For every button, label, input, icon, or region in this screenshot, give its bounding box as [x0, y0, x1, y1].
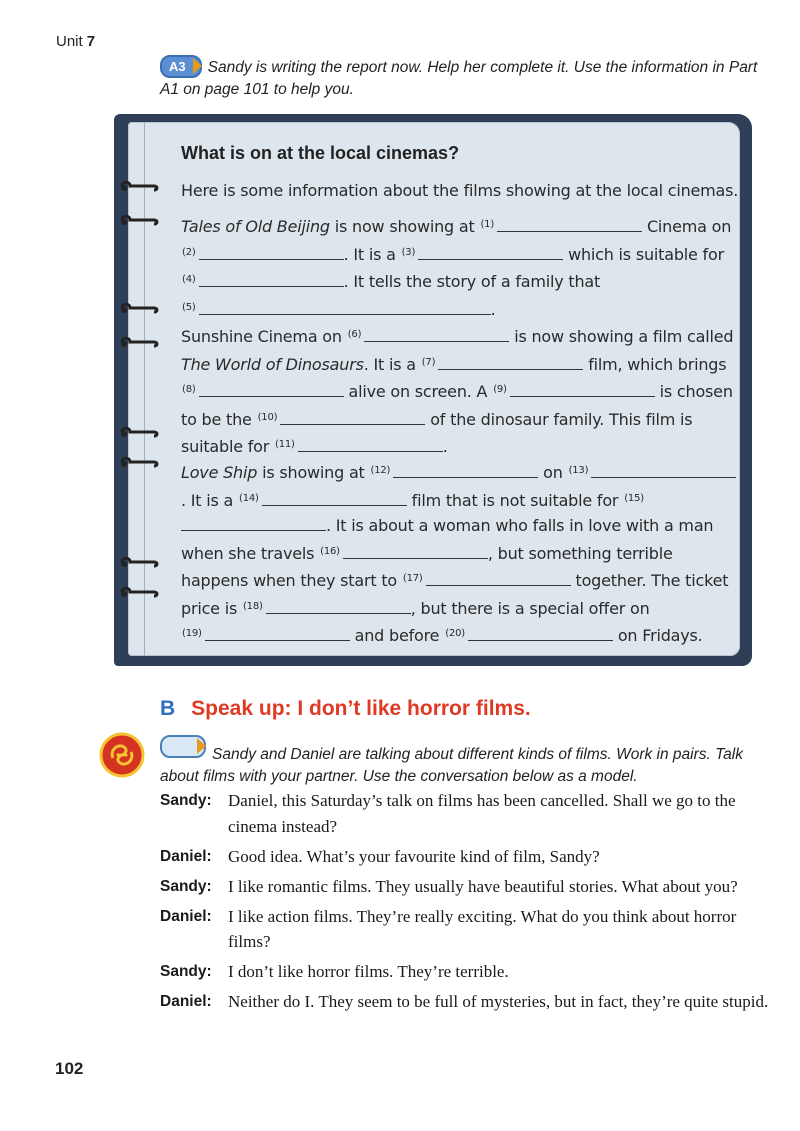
speaker: Daniel: [160, 907, 212, 925]
blank-number: (13) [568, 465, 589, 476]
dialogue [160, 788, 770, 1019]
utterance: Neither do I. They seem to be full of mysteries, but in fact, they’re quite stupid. [228, 992, 769, 1011]
blank-12[interactable] [393, 463, 538, 478]
text: . [442, 437, 448, 456]
text: . It is a [363, 354, 416, 374]
speaker: Daniel: [160, 847, 212, 865]
film-title: Love Ship [181, 463, 258, 482]
blank-number: (16) [320, 545, 340, 557]
blank-number: (20) [445, 628, 465, 639]
a3-badge: A3 [160, 55, 202, 78]
blank-1[interactable] [497, 217, 642, 232]
ring-icon [118, 302, 160, 314]
dialogue-line [160, 989, 770, 1015]
blank-number: (3) [401, 246, 416, 258]
text: is showing at [262, 463, 365, 482]
text: . It is about a woman who falls in love with a man when she travels [181, 516, 714, 563]
blank-number: (5) [182, 301, 196, 313]
blank-number: (11) [275, 439, 295, 450]
utterance: I like action films. They’re really exciting. What do you think about horror films? [228, 906, 737, 951]
section-b-heading [160, 697, 531, 721]
blank-16[interactable] [343, 544, 488, 559]
margin-line [144, 122, 145, 656]
notebook-intro: Here is some information about the films showing at the local cinemas. [181, 181, 739, 200]
utterance: Daniel, this Saturday’s talk on films has been cancelled. Shall we go to the cinema instead? [228, 791, 736, 836]
blank-7[interactable] [438, 355, 583, 370]
speak-up-icon [99, 732, 145, 778]
blank-20[interactable] [468, 626, 613, 641]
blank-8[interactable] [199, 382, 344, 397]
blank-11[interactable] [298, 437, 443, 452]
blank-10[interactable] [280, 410, 425, 425]
blank-number: (6) [347, 329, 362, 340]
text: , but there is a special offer on [410, 598, 650, 618]
ring-icon [118, 214, 160, 226]
unit-number: 7 [86, 33, 96, 50]
paragraph-love-ship [181, 458, 741, 649]
unit-label [56, 33, 95, 50]
blank-number: (19) [182, 628, 202, 639]
text: and before [354, 626, 440, 645]
notebook-title: What is on at the local cinemas? [181, 143, 460, 163]
ring-icon [118, 556, 160, 568]
paragraph-world-of-dinosaurs [181, 322, 741, 460]
blank-9[interactable] [510, 382, 655, 397]
blank-number: (2) [182, 246, 196, 258]
blank-number: (10) [257, 411, 278, 423]
text: Cinema on [646, 217, 732, 236]
text: on Fridays. [617, 626, 703, 645]
blank-number: (7) [421, 356, 436, 368]
blank-17[interactable] [426, 571, 571, 586]
text: of the dinosaur family. This film is suitable for [181, 409, 693, 456]
blank-6[interactable] [364, 327, 509, 342]
blank-15[interactable] [181, 516, 326, 531]
text: alive on screen. A [348, 382, 488, 401]
blank-5[interactable] [199, 300, 491, 315]
text: together. The ticket price is [181, 571, 729, 618]
ring-icon [118, 336, 160, 348]
section-title: Speak up: I don’t like horror films. [191, 697, 531, 720]
blank-number: (15) [624, 492, 644, 504]
speaker: Sandy: [160, 792, 212, 809]
unit-label-text: Unit [56, 33, 83, 50]
blank-number: (1) [480, 219, 495, 230]
blank-4[interactable] [199, 272, 344, 287]
section-b-instruction-text: Sandy and Daniel are talking about different kinds of films. Work in pairs. Talk about films with your partner. Use the conversation below as a model. [160, 746, 743, 785]
paragraph-tales-of-old-beijing [181, 212, 741, 322]
film-title: The World of Dinosaurs [181, 354, 364, 374]
text: which is suitable for [568, 244, 724, 264]
utterance: I don’t like horror films. They’re terrible. [228, 962, 509, 981]
text: . It is a [181, 490, 234, 510]
text: Sunshine Cinema on [181, 327, 342, 346]
blank-14[interactable] [262, 491, 407, 506]
speaker: Sandy: [160, 877, 212, 895]
text: on [543, 463, 563, 482]
blank-number: (12) [370, 465, 391, 476]
blank-2[interactable] [199, 245, 344, 260]
blank-number: (17) [402, 573, 423, 584]
ring-icon [118, 456, 160, 468]
blank-number: (18) [242, 600, 263, 612]
a3-instruction-text: Sandy is writing the report now. Help her complete it. Use the information in Part A1 on page 101 to help you. [160, 59, 758, 98]
text: is now showing at [334, 217, 475, 236]
text: film, which brings [588, 354, 727, 374]
ring-icon [118, 586, 160, 598]
text: , but something terrible happens when they start to [181, 543, 673, 590]
dialogue-line [160, 959, 770, 985]
section-letter: B [160, 697, 176, 720]
blank-13[interactable] [591, 463, 736, 478]
speaker: Daniel: [160, 993, 212, 1010]
blank-18[interactable] [266, 599, 411, 614]
text: is now showing a film called [514, 327, 734, 346]
ring-icon [118, 426, 160, 438]
blank-3[interactable] [418, 245, 563, 260]
dialogue-line [160, 904, 770, 955]
text: is chosen to be the [181, 382, 733, 429]
activity-badge-icon [160, 735, 206, 758]
dialogue-line [160, 788, 770, 839]
speaker: Sandy: [160, 963, 212, 980]
text: . [490, 299, 496, 319]
section-b-instruction [160, 735, 760, 788]
page-number: 102 [55, 1059, 84, 1078]
blank-number: (8) [182, 384, 196, 395]
utterance: I like romantic films. They usually have beautiful stories. What about you? [228, 876, 738, 896]
dialogue-line [160, 844, 770, 870]
text: . It is a [343, 244, 396, 264]
film-title: Tales of Old Beijing [181, 217, 330, 236]
blank-19[interactable] [205, 626, 350, 641]
utterance: Good idea. What’s your favourite kind of film, Sandy? [228, 846, 600, 866]
text: film that is not suitable for [411, 490, 619, 510]
text: . It tells the story of a family that [343, 272, 601, 291]
blank-number: (14) [239, 492, 259, 504]
ring-icon [118, 180, 160, 192]
dialogue-line [160, 874, 770, 900]
blank-number: (9) [493, 384, 507, 395]
blank-number: (4) [182, 274, 196, 285]
a3-instruction [160, 55, 760, 101]
